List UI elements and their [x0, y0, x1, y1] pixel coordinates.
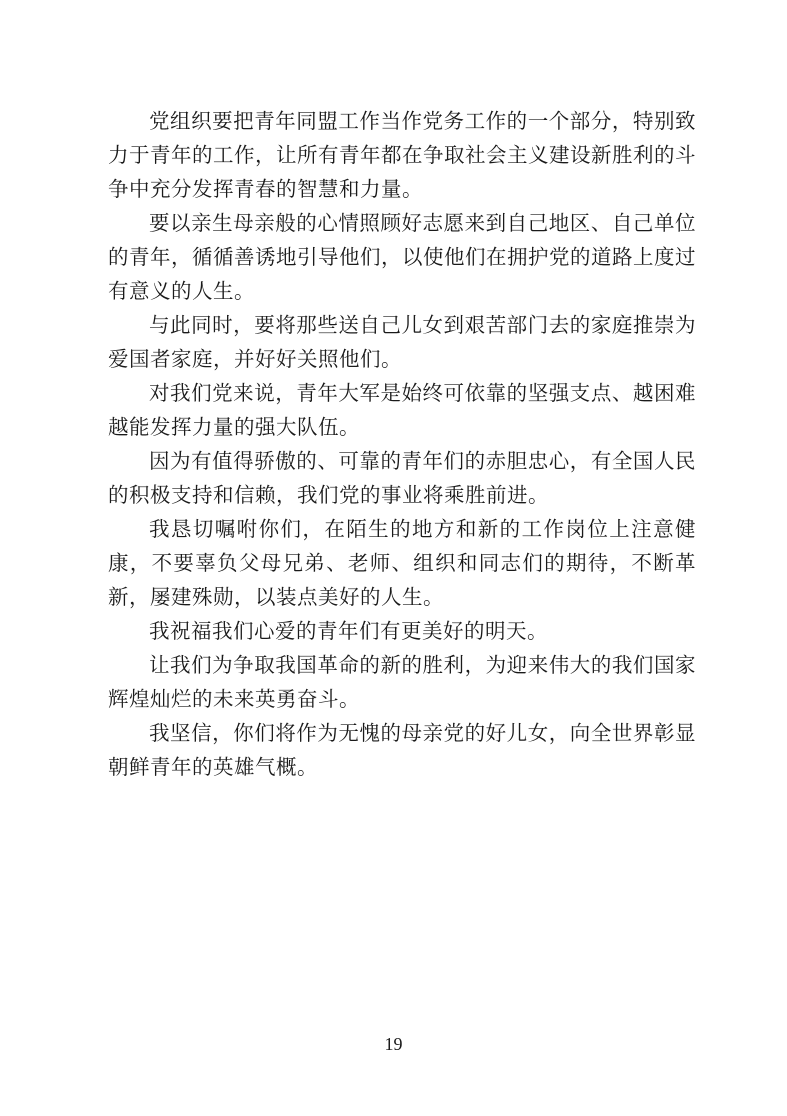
paragraph: 党组织要把青年同盟工作当作党务工作的一个部分，特别致力于青年的工作，让所有青年都在争取社会主义建设新胜利的斗争中充分发挥青春的智慧和力量。 — [108, 109, 696, 201]
page-number: 19 — [384, 1034, 403, 1054]
paragraph: 与此同时，要将那些送自己儿女到艰苦部门去的家庭推崇为爱国者家庭，并好好关照他们。 — [108, 313, 696, 371]
paragraph: 让我们为争取我国革命的新的胜利，为迎来伟大的我们国家辉煌灿烂的未来英勇奋斗。 — [108, 653, 696, 711]
paragraph: 对我们党来说，青年大军是始终可依靠的坚强支点、越困难越能发挥力量的强大队伍。 — [108, 381, 696, 439]
paragraph: 我恳切嘱咐你们，在陌生的地方和新的工作岗位上注意健康，不要辜负父母兄弟、老师、组织和同志们的期待，不断革新，屡建殊勋，以装点美好的人生。 — [108, 517, 696, 609]
paragraph: 要以亲生母亲般的心情照顾好志愿来到自己地区、自己单位的青年，循循善诱地引导他们，以使他们在拥护党的道路上度过有意义的人生。 — [108, 211, 696, 303]
paragraph: 我祝福我们心爱的青年们有更美好的明天。 — [149, 619, 548, 643]
paragraph: 我坚信，你们将作为无愧的母亲党的好儿女，向全世界彰显朝鲜青年的英雄气概。 — [108, 721, 696, 779]
paragraph: 因为有值得骄傲的、可靠的青年们的赤胆忠心，有全国人民的积极支持和信赖，我们党的事业将乘胜前进。 — [108, 449, 696, 507]
body-text — [108, 104, 696, 784]
